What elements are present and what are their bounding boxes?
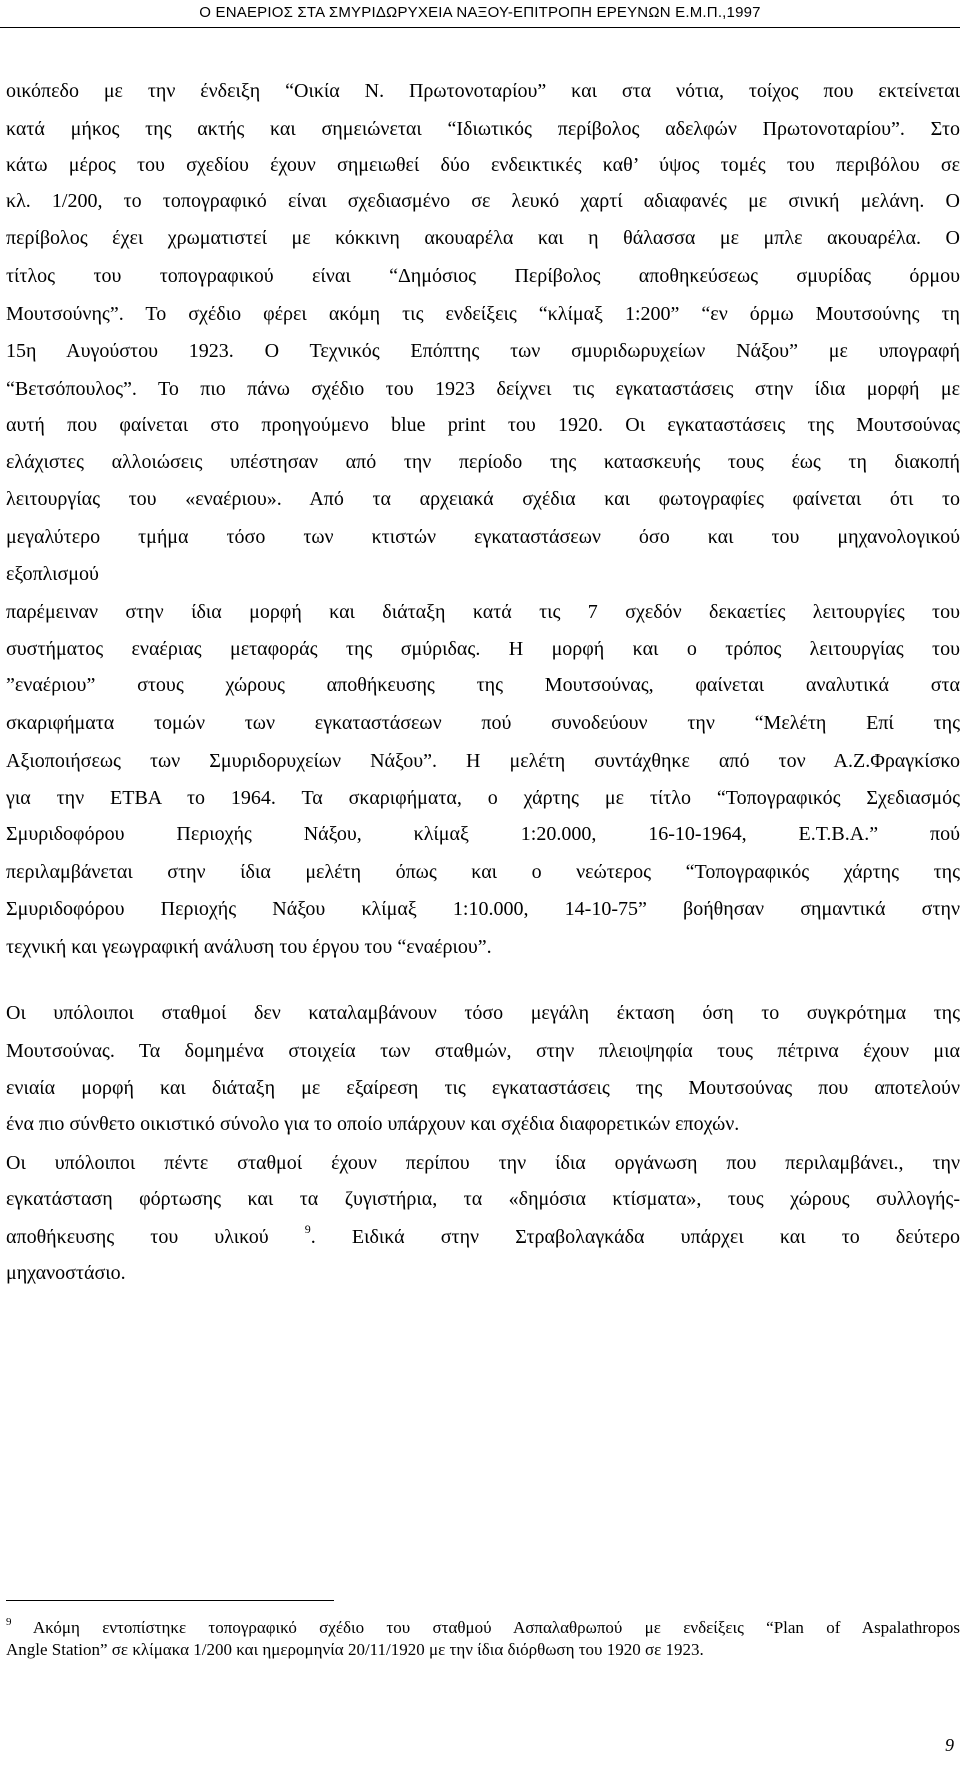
body-line-2: κατά μήκος της ακτής και σημειώνεται “Ιδιωτικός περίβολος αδελφών Πρωτονοταρίου”. Στο: [6, 118, 960, 140]
body-line-13: μεγαλύτερο τμήμα τόσο των κτιστών εγκαταστάσεων όσο και του μηχανολογικού: [6, 526, 960, 548]
body-line-26: Μουτσούνας. Τα δομημένα στοιχεία των σταθμών, στην πλειοψηφία τους πέτρινα έχουν μια: [6, 1040, 960, 1062]
body-line-19: Αξιοποιήσεως των Σμυριδορυχείων Νάξου”. Η μελέτη συντάχθηκε από τον Α.Ζ.Φραγκίσκο: [6, 750, 960, 772]
body-line-7: Μουτσούνης”. Το σχέδιο φέρει ακόμη τις ενδείξεις “κλίμαξ 1:200” “εν όρμω Μουτσούνης τη: [6, 303, 960, 325]
body-line-4: κλ. 1/200, το τοπογραφικό είναι σχεδιασμένο σε λευκό χαρτί αδιαφανές με σινική μελάνη. Ο: [6, 190, 960, 212]
body-line-9: “Βετσόπουλος”. Το πιο πάνω σχέδιο του 1923 δείχνει τις εγκαταστάσεις στην ίδια μορφή με: [6, 378, 960, 400]
body-line-3: κάτω μέρος του σχεδίου έχουν σημειωθεί δύο ενδεικτικές καθ’ ύψος τομές του περιβόλου σε: [6, 154, 960, 176]
body-line-23: Σμυριδοφόρου Περιοχής Νάξου κλίμαξ 1:10.000, 14-10-75” βοήθησαν σημαντικά στην: [6, 898, 960, 920]
footnote-line-1: [6, 1618, 960, 1638]
body-line-5: περίβολος έχει χρωματιστεί με κόκκινη ακουαρέλα και η θάλασσα με μπλε ακουαρέλα. Ο: [6, 227, 960, 249]
footnote-reference[interactable]: 9: [304, 1222, 311, 1236]
body-line-17: ”εναέριου” στους χώρους αποθήκευσης της Μουτσούνας, φαίνεται αναλυτικά στα: [6, 674, 960, 696]
body-line-20: για την ΕΤΒΑ το 1964. Τα σκαριφήματα, ο χάρτης με τίτλο “Τοπογραφικός Σχεδιασμός: [6, 787, 960, 809]
page-number: 9: [945, 1735, 954, 1755]
body-line-29: Οι υπόλοιποι πέντε σταθμοί έχουν περίπου την ίδια οργάνωση που περιλαμβάνει., την: [6, 1152, 960, 1174]
body-line-24: τεχνική και γεωγραφική ανάλυση του έργου του “εναέριου”.: [6, 936, 492, 958]
body-line-31-end: . Ειδικά στην Στραβολαγκάδα υπάρχει και το δεύτερο: [310, 1226, 960, 1248]
body-line-32: μηχανοστάσιο.: [6, 1262, 126, 1284]
body-line-31-start: αποθήκευσης του υλικού: [6, 1226, 305, 1248]
body-line-31: [6, 1222, 960, 1249]
header-divider: [0, 27, 960, 28]
body-line-11: ελάχιστες αλλοιώσεις υπέστησαν από την περίοδο της κατασκευής τους έως τη διακοπή: [6, 451, 960, 473]
body-line-30: εγκατάσταση φόρτωσης και τα ζυγιστήρια, τα «δημόσια κτίσματα», τους χώρους συλλογής-: [6, 1188, 960, 1210]
body-line-27: ενιαία μορφή και διάταξη με εξαίρεση τις εγκαταστάσεις της Μουτσούνας που αποτελούν: [6, 1077, 960, 1099]
body-line-22: περιλαμβάνεται στην ίδια μελέτη όπως και ο νεώτερος “Τοπογραφικός χάρτης της: [6, 861, 960, 883]
body-line-1: οικόπεδο με την ένδειξη “Οικία Ν. Πρωτονοταρίου” και στα νότια, τοίχος που εκτείνεται: [6, 80, 960, 102]
body-line-16: συστήματος εναέριας μεταφοράς της σμύριδας. Η μορφή και ο τρόπος λειτουργίας του: [6, 638, 960, 660]
body-line-8: 15η Αυγούστου 1923. Ο Τεχνικός Επόπτης των σμυριδωρυχείων Νάξου” με υπογραφή: [6, 340, 960, 362]
body-line-25: Οι υπόλοιποι σταθμοί δεν καταλαμβάνουν τόσο μεγάλη έκταση όση το συγκρότημα της: [6, 1002, 960, 1024]
body-line-15: παρέμειναν στην ίδια μορφή και διάταξη κατά τις 7 σχεδόν δεκαετίες λειτουργίες του: [6, 601, 960, 623]
running-header: Ο ΕΝΑΕΡΙΟΣ ΣΤΑ ΣΜΥΡΙΔΩΡΥΧΕΙΑ ΝΑΞΟΥ-ΕΠΙΤΡΟΠΗ ΕΡΕΥΝΩΝ Ε.Μ.Π.,1997: [199, 4, 761, 21]
body-line-14: εξοπλισμού: [6, 563, 99, 585]
footnote-line-2: Angle Station” σε κλίμακα 1/200 και ημερομηνία 20/11/1920 με την ίδια διόρθωση του 1920 σε 1923.: [6, 1640, 704, 1659]
body-line-21: Σμυριδοφόρου Περιοχής Νάξου, κλίμαξ 1:20.000, 16-10-1964, Ε.Τ.Β.Α.” πού: [6, 823, 960, 845]
footnote-number: 9: [6, 1616, 12, 1628]
body-line-28: ένα πιο σύνθετο οικιστικό σύνολο για το οποίο υπάρχουν και σχέδια διαφορετικών εποχών.: [6, 1113, 740, 1135]
body-line-6: τίτλος του τοπογραφικού είναι “Δημόσιος Περίβολος αποθηκεύσεως σμυρίδας όρμου: [6, 265, 960, 287]
body-line-10: αυτή που φαίνεται στο προηγούμενο blue print του 1920. Οι εγκαταστάσεις της Μουτσούνας: [6, 414, 960, 436]
body-line-18: σκαριφήματα τομών των εγκαταστάσεων πού συνοδεύουν την “Μελέτη Επί της: [6, 712, 960, 734]
body-line-12: λειτουργίας του «εναέριου». Από τα αρχειακά σχέδια και φωτογραφίες φαίνεται ότι το: [6, 488, 960, 510]
footnote-divider: [6, 1600, 334, 1601]
footnote-text-1: Ακόμη εντοπίστηκε τοπογραφικό σχέδιο του σταθμού Ασπαλαθρωπού με ενδείξεις “Plan of Aspalathropos: [11, 1618, 960, 1637]
